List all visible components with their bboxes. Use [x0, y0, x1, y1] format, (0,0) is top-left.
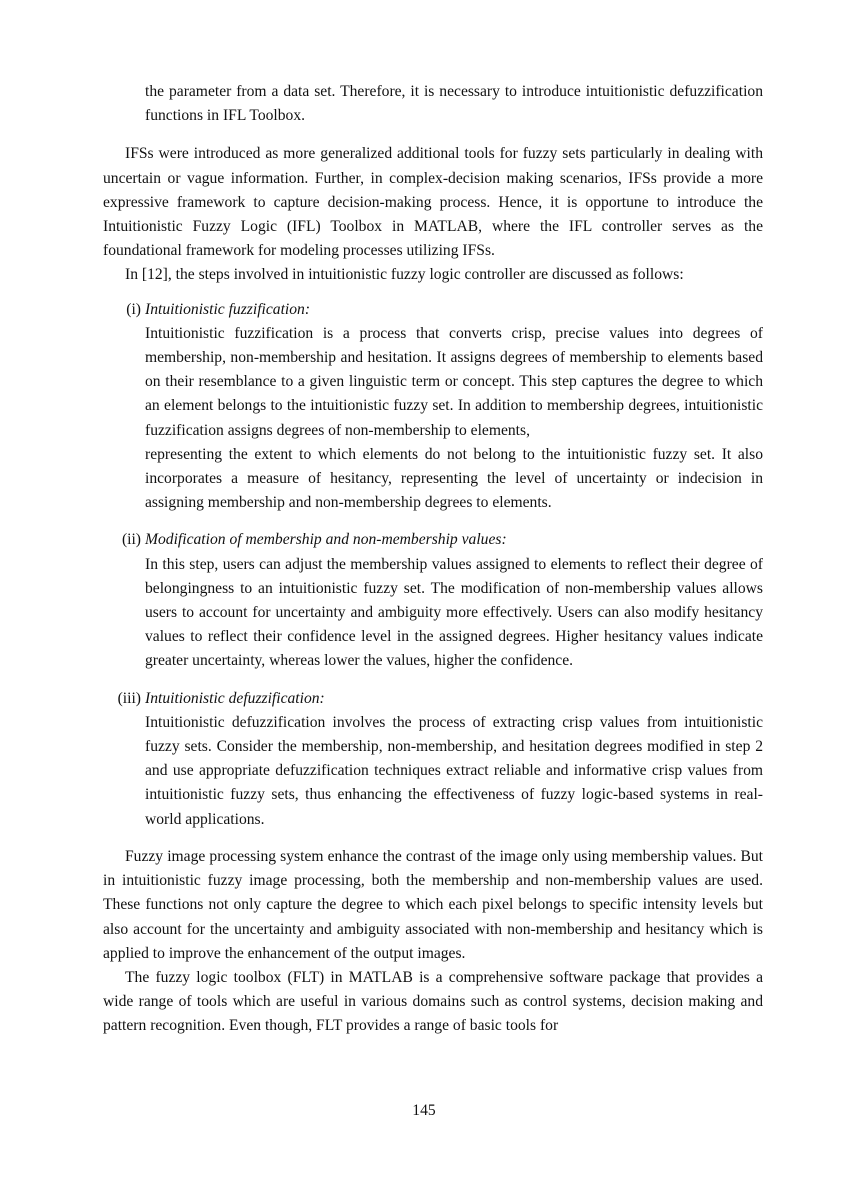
- paragraph-flt-toolbox: The fuzzy logic toolbox (FLT) in MATLAB is a comprehensive software package that provides a wide range of tools which are useful in various domains such as control systems, decision making and pattern recognition. Even though, FLT provides a range of basic tools for: [103, 968, 763, 1035]
- paragraph-ifs-intro: IFSs were introduced as more generalized additional tools for fuzzy sets particularly in dealing with uncertain or vague information. Further, in complex-decision making scenarios, IFSs provide a more expressive framework to capture decision-making process. Hence, it is opportune to introduce the Intuitionistic Fuzzy Logic (IFL) Toolbox in MATLAB, where the IFL controller serves as the foundational framework for modeling processes utilizing IFSs.: [103, 145, 763, 260]
- list-item-title: Intuitionistic defuzzification:: [145, 689, 325, 707]
- list-item-title: Modification of membership and non-membership values:: [145, 531, 507, 549]
- list-item-body: In this step, users can adjust the membership values assigned to elements to reflect their degree of belongingness to an intuitionistic fuzzy set. The modification of non-membership values allows users to account for uncertainty and ambiguity more effectively. Users can also modify hesitancy values to reflect their confidence level in the assigned degrees. Higher hesitancy values indicate greater uncertainty, whereas lower the values, higher the confidence.: [145, 555, 763, 670]
- list-item-modification: [103, 528, 763, 673]
- list-item-body: Intuitionistic fuzzification is a process that converts crisp, precise values into degrees of membership, non-membership and hesitation. It assigns degrees of membership to elements based on their resemblance to a given linguistic term or concept. This step captures the degree to which an element belongs to the intuitionistic fuzzy set. In addition to membership degrees, intuitionistic fuzzification assigns degrees of non-membership to elements,: [145, 324, 763, 439]
- paragraph-steps-intro: In [12], the steps involved in intuitionistic fuzzy logic controller are discussed as follows:: [125, 266, 684, 284]
- list-number: (iii): [117, 689, 141, 707]
- steps-list: [103, 298, 763, 832]
- page-body: [103, 80, 763, 1039]
- list-item-body: representing the extent to which elements do not belong to the intuitionistic fuzzy set. It also incorporates a measure of hesitancy, representing the level of uncertainty or indecision in assigning membership and non-membership degrees to elements.: [145, 445, 763, 512]
- list-item-defuzzification: [103, 687, 763, 832]
- page-number: 145: [412, 1102, 436, 1119]
- continuation-paragraph: the parameter from a data set. Therefore, it is necessary to introduce intuitionistic defuzzification functions in IFL Toolbox.: [145, 83, 763, 125]
- paragraph-fuzzy-image-processing: Fuzzy image processing system enhance the contrast of the image only using membership values. But in intuitionistic fuzzy image processing, both the membership and non-membership values are used. These functions not only capture the degree to which each pixel belongs to specific intensity levels but also account for the uncertainty and ambiguity associated with non-membership and hesitancy which is applied to improve the enhancement of the output images.: [103, 847, 763, 962]
- list-number: (i): [126, 300, 141, 318]
- list-item-title: Intuitionistic fuzzification:: [145, 300, 311, 318]
- list-number: (ii): [121, 531, 141, 549]
- list-item-body: Intuitionistic defuzzification involves the process of extracting crisp values from intuitionistic fuzzy sets. Consider the membership, non-membership, and hesitation degrees modified in step 2 and use appropriate defuzzification techniques extract reliable and informative crisp values from intuitionistic fuzzy sets, thus enhancing the effectiveness of fuzzy logic-based systems in real-world applications.: [145, 713, 763, 828]
- list-item-fuzzification: [103, 298, 763, 516]
